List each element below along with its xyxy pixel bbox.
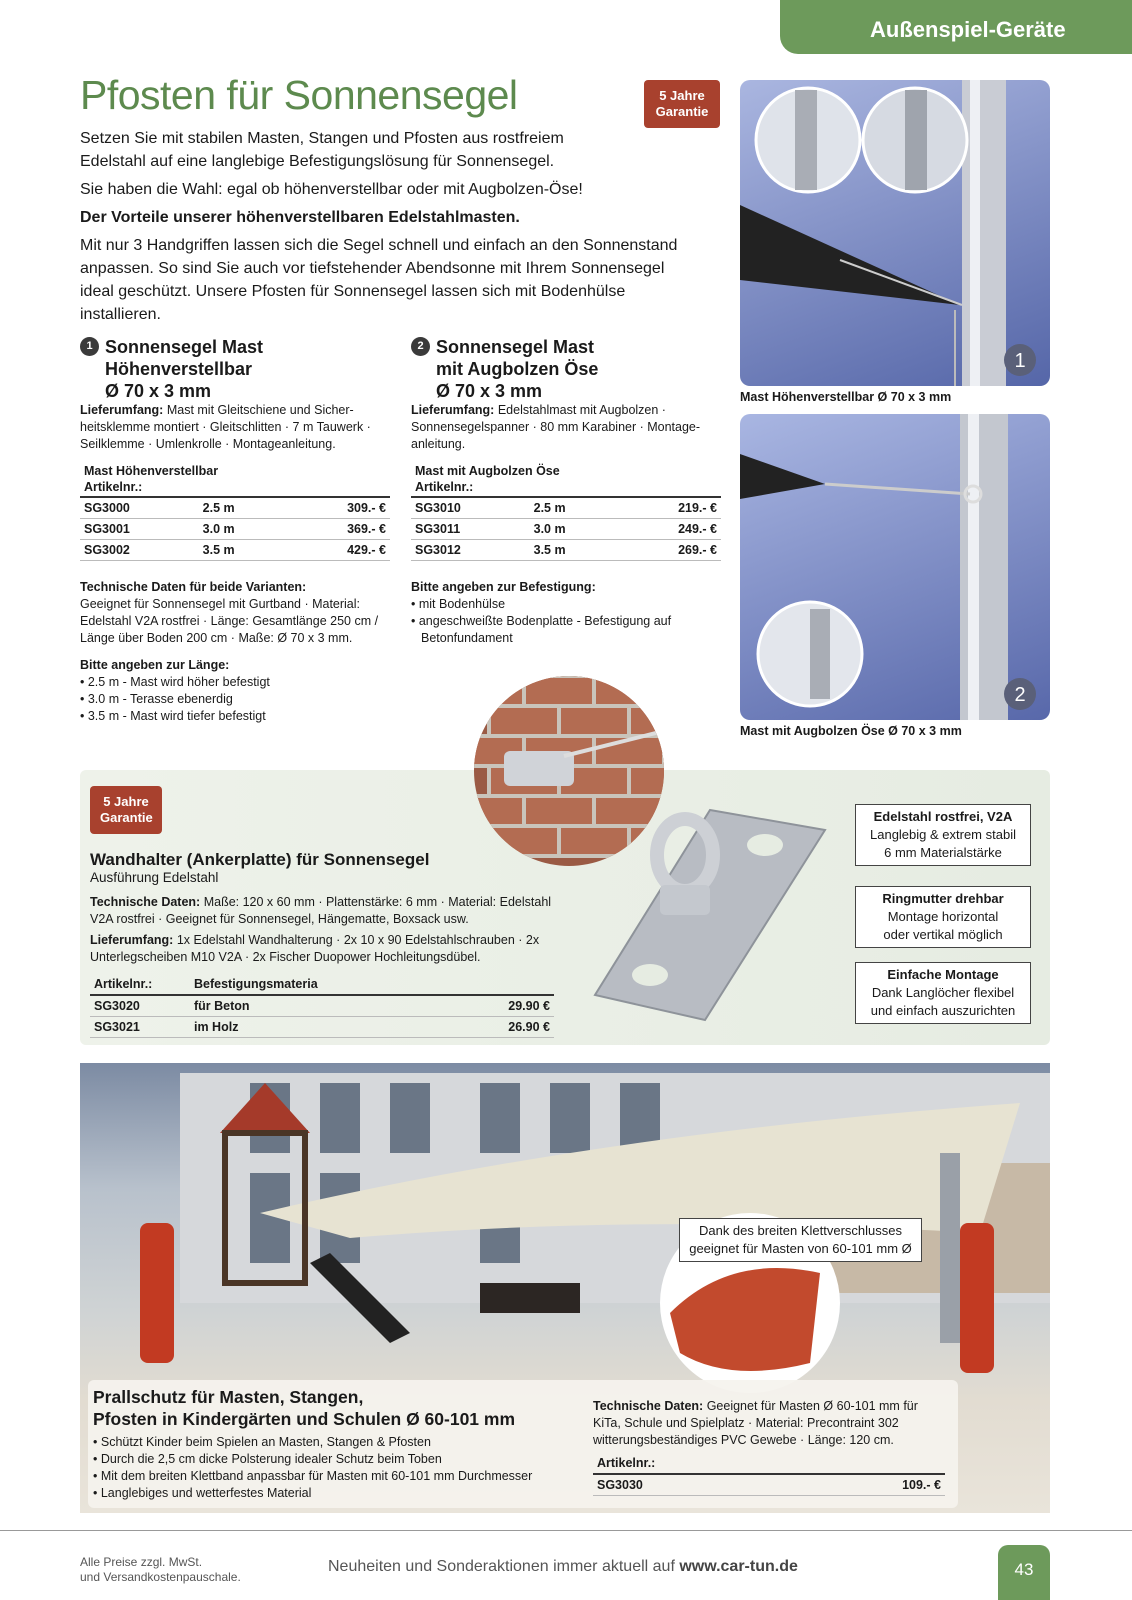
pad-tech-text (593, 1398, 945, 1449)
product-1-table (80, 461, 390, 561)
product-2-mount (411, 579, 721, 647)
photo-mast-eyebolt (740, 414, 1050, 720)
art-no: SG3001 (80, 518, 199, 539)
scope-text: 1x Edelstahl Wandhalterung · 2x 10 x 90 Edelstahlschrauben · 2x Unterlegscheiben M10 V2A · 2x Fischer Duopower Hochleitungsdübel. (90, 933, 540, 964)
callout-line: oder vertikal möglich (883, 927, 1003, 942)
product-1-tech (80, 579, 390, 647)
callout-line: 6 mm Materialstärke (884, 845, 1002, 860)
table-row (411, 497, 721, 518)
wall-mount-subtitle: Ausführung Edelstahl (90, 870, 219, 885)
price: 269.- € (618, 539, 721, 560)
price: 29.90 € (454, 995, 554, 1016)
photo-2-caption: Mast mit Augbolzen Öse Ø 70 x 3 mm (740, 724, 962, 738)
pad-bullet: • Langlebiges und wetterfestes Material (93, 1485, 583, 1502)
callout-heading: Edelstahl rostfrei, V2A (873, 809, 1013, 824)
length: 2.5 m (530, 497, 618, 518)
length: 3.0 m (530, 518, 618, 539)
tech-text: Geeignet für Masten Ø 60-101 mm für KiTa, Schule und Spielplatz · Material: Precontraint 302 witterungsbeständiges PVC Gewebe · Länge: 120 cm. (593, 1399, 918, 1447)
length-item: • 3.0 m - Terasse ebenerdig (80, 691, 390, 708)
wall-warranty-badge (90, 786, 162, 834)
page-number: 43 (1014, 1560, 1034, 1579)
warranty-badge (644, 80, 720, 128)
art-no: SG3012 (411, 539, 530, 560)
product-2-number: 2 (411, 337, 430, 356)
callout-line: Dank Langlöcher flexibel (871, 985, 1015, 1000)
anchor-plate-image (590, 800, 830, 1030)
wall-mount-tech (90, 894, 560, 928)
length: 3.5 m (530, 539, 618, 560)
material: im Holz (190, 1016, 454, 1037)
intro-p3: Der Vorteile unserer höhenverstellbaren Edelstahlmasten. (80, 209, 520, 226)
art-no: SG3021 (90, 1016, 190, 1037)
product-1 (80, 336, 390, 725)
wall-callout-2 (855, 886, 1031, 948)
category-tab (780, 0, 1132, 54)
wall-mount-table (90, 974, 554, 1038)
table-row (593, 1474, 945, 1495)
mount-item: • mit Bodenhülse (411, 596, 721, 613)
wall-mount-title: Wandhalter (Ankerplatte) für Sonnensegel (90, 850, 430, 869)
pad-bullet: • Schützt Kinder beim Spielen an Masten, Stangen & Pfosten (93, 1434, 583, 1451)
callout-heading: Ringmutter drehbar (882, 891, 1004, 906)
length-item: • 3.5 m - Mast wird tiefer befestigt (80, 708, 390, 725)
product-2-scope (411, 402, 721, 453)
product-1-title-line1: Sonnensegel Mast (105, 337, 264, 357)
col-material: Befestigungsmateria (190, 974, 454, 995)
wall-callout-1 (855, 804, 1031, 866)
footer-divider (0, 1530, 1132, 1531)
callout-heading: Einfache Montage (887, 967, 999, 982)
photo-mast-eyebolt-illustration (740, 414, 1050, 720)
table-head-line2: Artikelnr.: (415, 480, 474, 494)
table-row (80, 539, 390, 560)
mount-label: Bitte angeben zur Befestigung: (411, 579, 596, 594)
wall-mount-scope (90, 932, 560, 966)
scope-label: Lieferumfang: (90, 933, 174, 947)
product-2 (411, 336, 721, 647)
footer-text: Neuheiten und Sonderaktionen immer aktuell auf (328, 1558, 675, 1575)
product-1-scope (80, 402, 390, 453)
table-head-line2: Artikelnr.: (84, 480, 143, 494)
product-1-number: 1 (80, 337, 99, 356)
pad-bullets (93, 1434, 583, 1502)
table-row (80, 497, 390, 518)
badge-line-1: 5 Jahre (659, 88, 705, 103)
pad-bullet: • Mit dem breiten Klettband anpassbar für Masten mit 60-101 mm Durchmesser (93, 1468, 583, 1485)
table-row (80, 518, 390, 539)
col-art: Artikelnr.: (593, 1453, 945, 1474)
photo-mast-adjustable (740, 80, 1050, 386)
product-1-title-line3: Ø 70 x 3 mm (105, 381, 212, 401)
product-2-title-line2: mit Augbolzen Öse (436, 359, 599, 379)
page-number-tab (998, 1545, 1050, 1600)
photo-1-number: 1 (1014, 350, 1026, 372)
footer-center (328, 1558, 798, 1576)
price: 109.- € (781, 1474, 945, 1495)
price: 249.- € (618, 518, 721, 539)
art-no: SG3002 (80, 539, 199, 560)
pad-callout (679, 1218, 922, 1262)
badge-line-2: Garantie (655, 104, 709, 119)
callout-line: Montage horizontal (887, 909, 999, 924)
footer-note (80, 1555, 241, 1585)
table-row (411, 518, 721, 539)
photo-mast-adjustable-illustration (740, 80, 1050, 386)
pad-tech (593, 1398, 945, 1496)
tech-label: Technische Daten: (90, 895, 201, 909)
table-head (411, 461, 721, 497)
intro-p1: Setzen Sie mit stabilen Masten, Stangen und Pfosten aus rostfreiem Edelstahl auf eine langlebige Befestigungslösung für Sonnensegel. (80, 130, 564, 170)
product-1-title-line2: Höhenverstellbar (105, 359, 253, 379)
intro-p4: Mit nur 3 Handgriffen lassen sich die Segel schnell und einfach an den Sonnenstand anpassen. So sind Sie auch vor tiefstehender Abendsonne mit Ihrem Sonnensegel ideal geschützt. Unsere Pfosten für Sonnensegel lassen sich mit Bodenhülse installieren. (80, 237, 678, 323)
table-head (80, 461, 390, 497)
product-1-length (80, 657, 390, 725)
art-no: SG3020 (90, 995, 190, 1016)
product-1-title (105, 336, 263, 402)
footer-note-line1: Alle Preise zzgl. MwSt. (80, 1555, 203, 1569)
tech-label: Technische Daten: (593, 1399, 704, 1413)
photo-1-caption: Mast Höhenverstellbar Ø 70 x 3 mm (740, 390, 952, 404)
price: 369.- € (287, 518, 390, 539)
footer-note-line2: und Versandkostenpauschale. (80, 1570, 241, 1584)
scope-text: Edelstahlmast mit Augbolzen · Sonnensegelspanner · 80 mm Karabiner · Montage-anleitung. (411, 403, 701, 451)
art-no: SG3030 (593, 1474, 781, 1495)
page-title: Pfosten für Sonnensegel (80, 72, 518, 118)
callout-line: Dank des breiten Klettverschlusses (698, 1223, 903, 1238)
length-label: Bitte angeben zur Länge: (80, 657, 230, 672)
material: für Beton (190, 995, 454, 1016)
wall-mount-text (90, 850, 560, 1038)
price: 309.- € (287, 497, 390, 518)
art-no: SG3000 (80, 497, 199, 518)
table-row (411, 539, 721, 560)
length: 2.5 m (199, 497, 287, 518)
length: 3.0 m (199, 518, 287, 539)
footer-url-link[interactable]: www.car-tun.de (679, 1558, 798, 1575)
tech-text: Geeignet für Sonnensegel mit Gurtband · Material: Edelstahl V2A rostfrei · Länge: Gesamtlänge 250 cm / Länge über Boden 200 cm · Maße: Ø 70 x 3 mm. (80, 596, 379, 645)
art-no: SG3010 (411, 497, 530, 518)
pad-text (93, 1386, 583, 1502)
product-2-table (411, 461, 721, 561)
price: 219.- € (618, 497, 721, 518)
product-2-title (436, 336, 598, 402)
pad-table (593, 1453, 945, 1496)
intro-p2: Sie haben die Wahl: egal ob höhenverstellbar oder mit Augbolzen-Öse! (80, 181, 583, 198)
photo-2-number: 2 (1014, 684, 1026, 706)
mount-item: • angeschweißte Bodenplatte - Befestigung auf Betonfundament (411, 613, 721, 647)
badge-line-2: Garantie (100, 810, 153, 825)
category-label: Außenspiel-Geräte (870, 17, 1066, 42)
callout-line: und einfach auszurichten (870, 1003, 1016, 1018)
pad-title-line2: Pfosten in Kindergärten und Schulen Ø 60-101 mm (93, 1409, 516, 1429)
table-row (90, 1016, 554, 1037)
callout-line: geeignet für Masten von 60-101 mm Ø (689, 1241, 912, 1256)
price: 429.- € (287, 539, 390, 560)
pad-title-line1: Prallschutz für Masten, Stangen, (93, 1387, 364, 1407)
pad-bullet: • Durch die 2,5 cm dicke Polsterung idealer Schutz beim Toben (93, 1451, 583, 1468)
col-art: Artikelnr.: (90, 974, 190, 995)
tech-label: Technische Daten für beide Varianten: (80, 579, 307, 594)
length: 3.5 m (199, 539, 287, 560)
art-no: SG3011 (411, 518, 530, 539)
table-head-line1: Mast Höhenverstellbar (84, 464, 219, 478)
scope-label: Lieferumfang: (80, 403, 164, 417)
callout-line: Langlebig & extrem stabil (870, 827, 1016, 842)
price: 26.90 € (454, 1016, 554, 1037)
table-head-line1: Mast mit Augbolzen Öse (415, 464, 560, 478)
pad-title (93, 1386, 583, 1430)
tech-text: Maße: 120 x 60 mm · Plattenstärke: 6 mm · Material: Edelstahl V2A rostfrei · Geeignet für Sonnensegel, Hängematte, Boxsack usw. (90, 895, 552, 926)
length-item: • 2.5 m - Mast wird höher befestigt (80, 674, 390, 691)
badge-line-1: 5 Jahre (103, 794, 149, 809)
product-2-title-line1: Sonnensegel Mast (436, 337, 595, 357)
wall-callout-3 (855, 962, 1031, 1024)
intro-text (80, 127, 690, 331)
table-row (90, 995, 554, 1016)
product-2-title-line3: Ø 70 x 3 mm (436, 381, 543, 401)
scope-text: Mast mit Gleitschiene und Sicher-heitsklemme montiert · Gleitschlitten · 7 m Tauwerk · Seilklemme · Umlenkrolle · Montageanleitung. (80, 403, 371, 451)
scope-label: Lieferumfang: (411, 403, 495, 417)
